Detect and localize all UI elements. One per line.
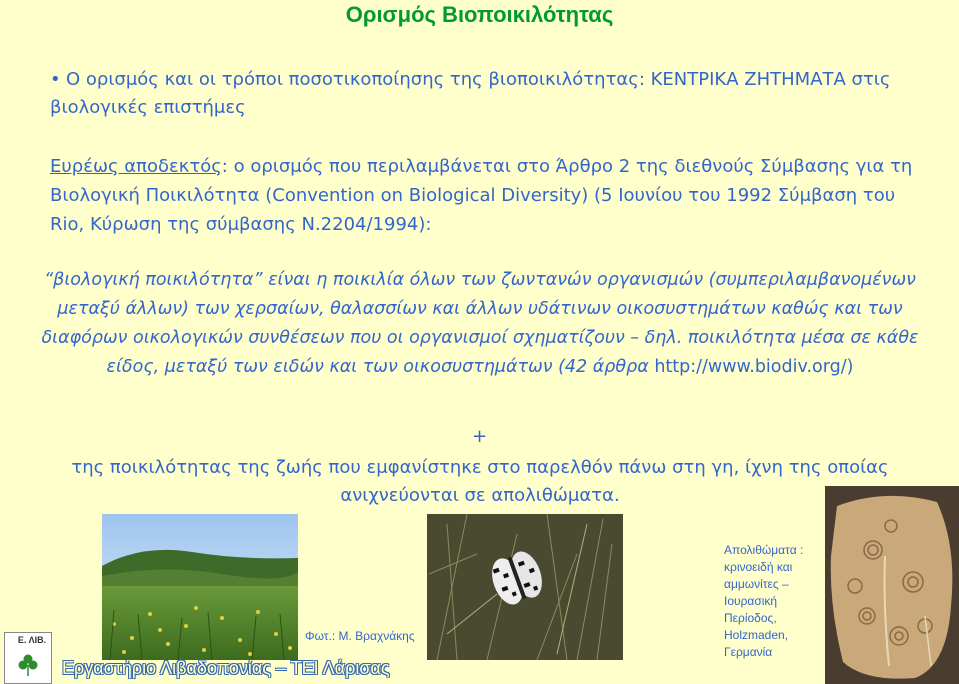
bullet: • [50, 69, 61, 90]
meadow-photo [102, 514, 298, 660]
accepted-definition-paragraph [50, 152, 920, 239]
butterfly-photo [427, 514, 623, 660]
intro-paragraph [50, 66, 920, 122]
photo-credit: Φωτ.: Μ. Βραχνάκης [305, 629, 415, 643]
logo-text: Ε. ΛΙΒ. [17, 635, 47, 645]
butterfly-illustration [427, 514, 623, 660]
accepted-label: Ευρέως αποδεκτός [50, 156, 222, 177]
clover-icon [18, 653, 38, 677]
definition-quote [40, 266, 920, 382]
intro-text: Ο ορισμός και οι τρόποι ποσοτικοποίησης της βιοποικιλότητας: ΚΕΝΤΡΙΚΑ ΖΗΤΗΜΑΤΑ στις βιολογικές επιστήμες [50, 69, 891, 118]
page-title: Ορισμός Βιοποικιλότητας [345, 2, 614, 27]
accepted-text: : ο ορισμός που περιλαμβάνεται στο Άρθρο 2 της διεθνούς Σύμβασης για τη Βιολογική Ποικιλότητα (Convention on Biological Diversity) (5 Ιουνίου του 1992 Σύμβαση του Rio, Κύρωση της σύμβασης Ν.2204/1994): [50, 156, 913, 235]
definition-text: “βιολογική ποικιλότητα” είναι η ποικιλία όλων των ζωντανών οργανισμών (συμπεριλαμβανομένων μεταξύ άλλων) των χερσαίων, θαλασσίων και άλλων υδάτινων οικοσυστημάτων καθώς και των διαφόρων οικολογικών συνθέσεων που οι οργανισμοί σχηματίζουν – δηλ. ποικιλότητα μέσα σε κάθε είδος, μεταξύ των ειδών και των οικοσυστημάτων (42 άρθρα [41, 270, 919, 377]
fossil-photo [825, 486, 959, 684]
biodiv-link[interactable]: http://www.biodiv.org/) [648, 357, 854, 377]
fossil-caption: Απολιθώματα : κρινοειδή και αμμωνίτες – Ιουρασική Περίοδος, Holzmaden, Γερμανία [724, 543, 804, 659]
footer-lab-name: Εργαστήριο Λιβαδοπονίας – ΤΕΙ Λάρισας [62, 658, 390, 678]
meadow-illustration [102, 514, 298, 660]
fossils-note: της ποικιλότητας της ζωής που εμφανίστηκε στο παρελθόν πάνω στη γη, ίχνη της οποίας ανιχνεύονται σε απολιθώματα. [71, 457, 889, 506]
plus-sign: + [472, 426, 488, 447]
lab-logo [4, 632, 52, 684]
fossil-illustration [825, 486, 959, 684]
